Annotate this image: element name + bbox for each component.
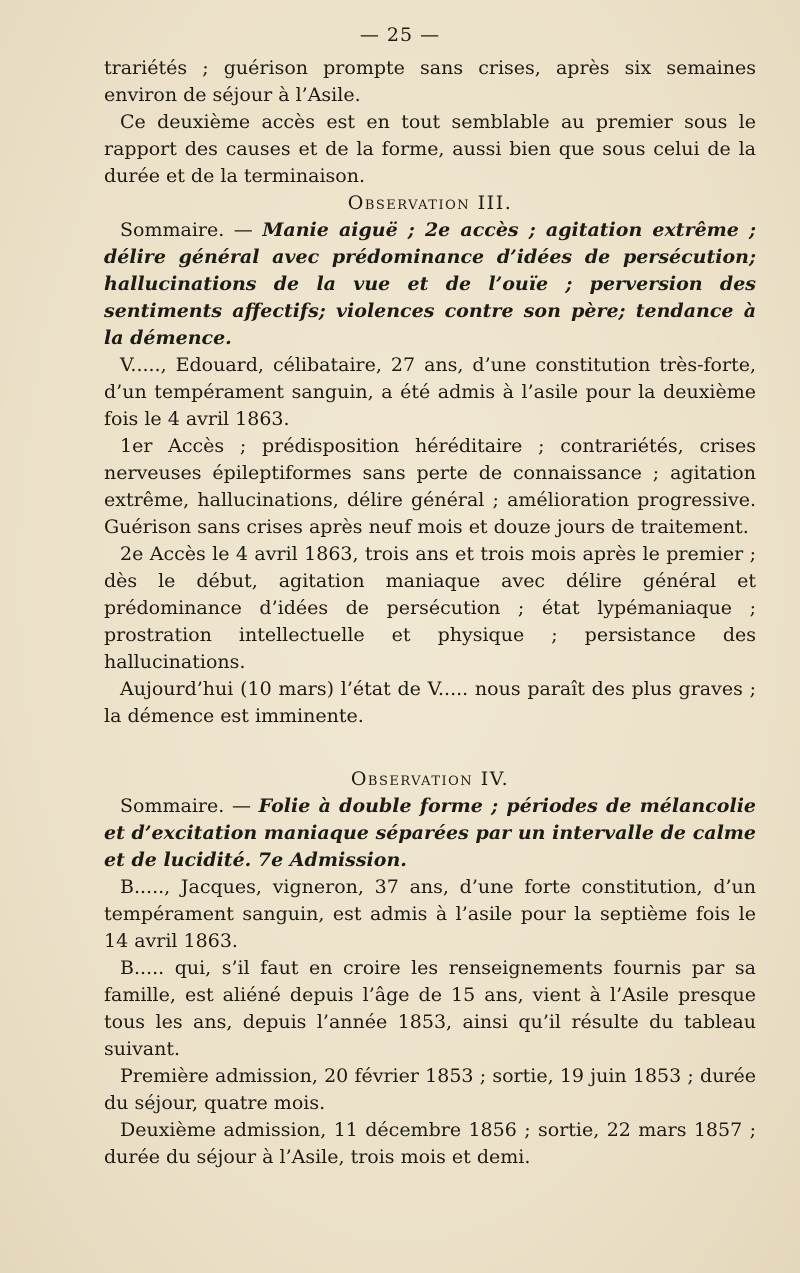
- observation-3-heading: Observation III.: [347, 192, 513, 214]
- observation-4-paragraph-1: B....., Jacques, vigneron, 37 ans, d’une forte constitution, d’un tempérament sanguin, est admis à l’asile pour la septième fois le 14 avril 1863.: [104, 876, 756, 952]
- observation-4-heading: Observation IV.: [350, 768, 510, 790]
- summary-text: Folie à double forme ; périodes de mélancolie et d’excitation maniaque séparées par un intervalle de calme et de lucidité. 7e Admission.: [104, 795, 756, 871]
- summary-label: Sommaire. —: [120, 219, 263, 241]
- observation-3-paragraph-2: 1er Accès ; prédisposition héréditaire ; contrariétés, crises nerveuses épileptiformes sans perte de connaissance ; agitation extrême, hallucinations, délire général ; amélioration progressive. Guérison sans crises après neuf mois et douze jours de traitement.: [104, 435, 756, 538]
- observation-3-paragraph-3: 2e Accès le 4 avril 1863, trois ans et trois mois après le premier ; dès le début, agitation maniaque avec délire général et prédominance d’idées de persécution ; état lypémaniaque ; prostration intellectuelle et physique ; persistance des hallucinations.: [104, 543, 756, 673]
- observation-3-paragraph-4: Aujourd’hui (10 mars) l’état de V..... nous paraît des plus graves ; la démence est imminente.: [104, 678, 756, 727]
- summary-text: Manie aiguë ; 2e accès ; agitation extrême ; délire général avec prédominance d’idées de persécution; hallucinations de la vue et de l’ouïe ; perversion des sentiments affectifs; violences contre son père; tendance à la démence.: [104, 219, 757, 349]
- observation-4-paragraph-4: Deuxième admission, 11 décembre 1856 ; sortie, 22 mars 1857 ; durée du séjour à l’Asile, trois mois et demi.: [104, 1119, 756, 1168]
- observation-4-paragraph-3: Première admission, 20 février 1853 ; sortie, 19 juin 1853 ; durée du séjour, quatre mois.: [104, 1065, 756, 1114]
- intro-paragraph-1: trariétés ; guérison prompte sans crises, après six semaines environ de séjour à l’Asile.: [104, 57, 756, 106]
- page-body: [104, 55, 756, 1171]
- observation-3-paragraph-1: V....., Edouard, célibataire, 27 ans, d’une constitution très-forte, d’un tempérament sanguin, a été admis à l’asile pour la deuxième fois le 4 avril 1863.: [104, 354, 756, 430]
- intro-paragraph-2: Ce deuxième accès est en tout semblable au premier sous le rapport des causes et de la forme, aussi bien que sous celui de la durée et de la terminaison.: [104, 111, 756, 187]
- page-number: — 25 —: [359, 24, 441, 46]
- summary-label: Sommaire. —: [120, 795, 259, 817]
- observation-4-summary: [104, 793, 756, 874]
- observation-3-summary: [104, 217, 756, 352]
- observation-4-paragraph-2: B..... qui, s’il faut en croire les renseignements fournis par sa famille, est aliéné depuis l’âge de 15 ans, vient à l’Asile presque tous les ans, depuis l’année 1853, ainsi qu’il résulte du tableau suivant.: [104, 957, 756, 1060]
